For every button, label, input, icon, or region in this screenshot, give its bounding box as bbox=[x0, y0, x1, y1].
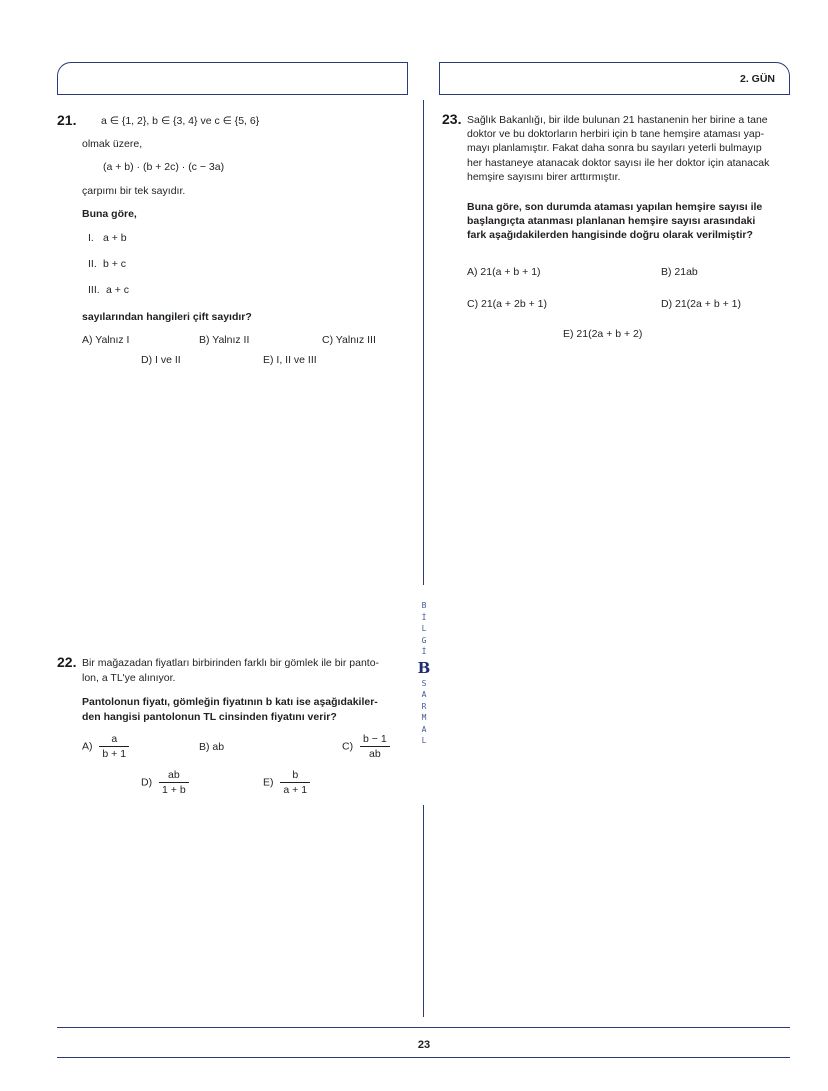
fraction-denominator: ab bbox=[360, 746, 390, 761]
q21-item-expr: a + c bbox=[106, 284, 130, 296]
q23-question-line: fark aşağıdakilerden hangisinde doğru olarak verilmiştir? bbox=[467, 229, 753, 242]
header-right-box bbox=[439, 62, 790, 95]
fraction-numerator: ab bbox=[168, 769, 180, 781]
q23-option-c[interactable]: C) 21(a + 2b + 1) bbox=[467, 298, 547, 310]
fraction-numerator: b − 1 bbox=[363, 733, 387, 745]
q23-text-line: Sağlık Bakanlığı, bir ilde bulunan 21 hastanenin her birine a tane bbox=[467, 114, 768, 126]
q22-question: Pantolonun fiyatı, gömleğin fiyatının b katı ise aşağıdakiler- bbox=[82, 696, 378, 708]
day-label: 2. GÜN bbox=[739, 73, 775, 85]
brand-letter: A bbox=[421, 690, 427, 699]
header-left-box bbox=[57, 62, 408, 95]
brand-letter: İ bbox=[421, 647, 427, 656]
q21-option-c[interactable]: C) Yalnız III bbox=[322, 334, 376, 346]
q23-text-line: doktor ve bu doktorların herbiri için b tane hemşire ataması yap- bbox=[467, 128, 765, 141]
fraction-numerator: b bbox=[292, 769, 299, 781]
fraction bbox=[159, 768, 189, 797]
q22-option-a[interactable] bbox=[82, 732, 129, 761]
brand-letter: İ bbox=[421, 612, 427, 622]
q23-option-e[interactable]: E) 21(2a + b + 2) bbox=[563, 328, 643, 340]
q23-question bbox=[467, 200, 790, 243]
side-brand bbox=[417, 600, 431, 747]
q21-expression: (a + b) · (b + 2c) · (c − 3a) bbox=[103, 161, 225, 173]
brand-letter: M bbox=[421, 713, 427, 722]
q23-question-line: başlangıçta atanması planlanan hemşire sayısı arasındaki bbox=[467, 215, 756, 228]
q21-item-roman: I. bbox=[88, 232, 94, 244]
page-number: 23 bbox=[417, 1039, 431, 1051]
option-label: C) bbox=[342, 740, 354, 753]
brand-letter: S bbox=[421, 678, 427, 688]
footer-rule-top bbox=[57, 1027, 790, 1028]
q23-question-line: Buna göre, son durumda ataması yapılan hemşire sayısı ile bbox=[467, 201, 763, 213]
brand-letter: L bbox=[421, 736, 427, 745]
brand-letter: B bbox=[421, 601, 427, 610]
q21-text: olmak üzere, bbox=[82, 138, 143, 150]
brand-logo-icon: B bbox=[417, 658, 431, 677]
q21-option-e[interactable]: E) I, II ve III bbox=[263, 354, 317, 366]
q22-option-b[interactable]: B) ab bbox=[199, 741, 225, 753]
q21-item-expr: b + c bbox=[103, 258, 127, 270]
column-divider-top bbox=[423, 100, 424, 585]
q23-option-b[interactable]: B) 21ab bbox=[661, 266, 698, 278]
q22-option-e[interactable] bbox=[263, 768, 310, 797]
fraction-numerator: a bbox=[111, 733, 118, 745]
q23-text-line: hemşire sayısını birer arttırmıştır. bbox=[467, 170, 621, 183]
q22-text: Bir mağazadan fiyatları birbirinden farklı bir gömlek ile bir panto- bbox=[82, 657, 380, 669]
column-divider-bottom bbox=[423, 805, 424, 1017]
brand-letter: L bbox=[421, 624, 427, 633]
q21-option-a[interactable]: A) Yalnız I bbox=[82, 334, 130, 346]
q22-option-c[interactable] bbox=[342, 732, 390, 761]
question-number: 21. bbox=[57, 112, 77, 128]
q23-option-d[interactable]: D) 21(2a + b + 1) bbox=[661, 298, 741, 310]
fraction bbox=[360, 732, 390, 761]
q21-option-b[interactable]: B) Yalnız II bbox=[199, 334, 250, 346]
q21-item-expr: a + b bbox=[103, 232, 127, 244]
q21-item-roman: III. bbox=[88, 284, 100, 296]
fraction-denominator: 1 + b bbox=[159, 782, 189, 797]
question-number: 22. bbox=[57, 654, 77, 670]
q23-text-line: mayı planlamıştır. Fakat daha sonra bu sayıları yeterli bulmayıp bbox=[467, 142, 762, 155]
q21-item-roman: II. bbox=[88, 258, 97, 270]
q22-text: lon, a TL'ye alınıyor. bbox=[82, 672, 176, 684]
option-label: E) bbox=[263, 776, 274, 789]
brand-letter: A bbox=[421, 724, 427, 734]
fraction bbox=[280, 768, 310, 797]
q22-question: den hangisi pantolonun TL cinsinden fiyatını verir? bbox=[82, 711, 337, 723]
q21-question: sayılarından hangileri çift sayıdır? bbox=[82, 311, 252, 323]
q23-text-line: her hastaneye atanacak doktor sayısı ile her doktor için atanacak bbox=[467, 156, 770, 169]
question-number: 23. bbox=[442, 111, 462, 127]
q23-body bbox=[467, 113, 790, 184]
option-label: D) bbox=[141, 776, 153, 789]
fraction-denominator: a + 1 bbox=[280, 782, 310, 797]
option-label: A) bbox=[82, 740, 93, 753]
fraction bbox=[99, 732, 129, 761]
brand-letter: G bbox=[421, 635, 427, 645]
footer-rule-bottom bbox=[57, 1057, 790, 1058]
brand-letter: R bbox=[421, 701, 427, 711]
fraction-denominator: b + 1 bbox=[99, 746, 129, 761]
q22-option-d[interactable] bbox=[141, 768, 189, 797]
q21-condition: a ∈ {1, 2}, b ∈ {3, 4} ve c ∈ {5, 6} bbox=[101, 115, 260, 127]
q21-text: çarpımı bir tek sayıdır. bbox=[82, 185, 186, 197]
q23-option-a[interactable]: A) 21(a + b + 1) bbox=[467, 266, 541, 278]
q21-prompt: Buna göre, bbox=[82, 208, 137, 220]
q21-option-d[interactable]: D) I ve II bbox=[141, 354, 181, 366]
